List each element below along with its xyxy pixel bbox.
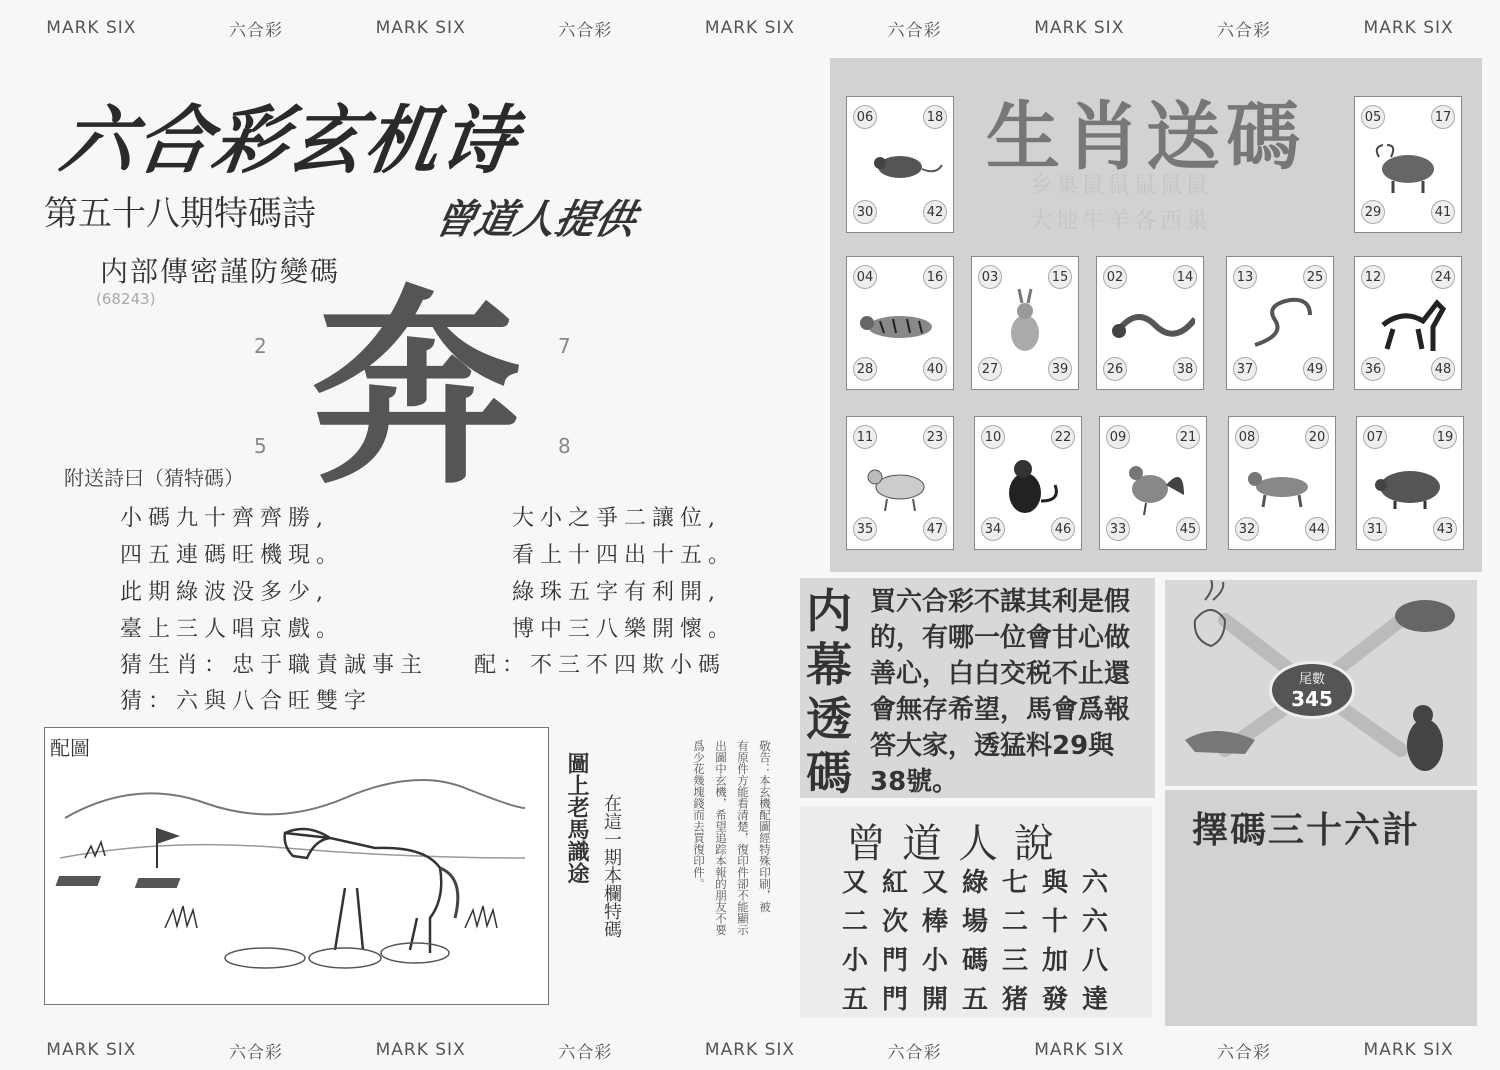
- phone-number: (68243): [96, 290, 156, 308]
- daoren-line: 小門小碼三加八: [842, 946, 1123, 976]
- zodiac-number: 24: [1431, 265, 1455, 289]
- neimu-title-char: 透: [806, 692, 852, 746]
- zodiac-number: 05: [1361, 105, 1385, 129]
- poem-line: 四五連碼旺機現。: [120, 543, 345, 568]
- daoren-line: 又紅又綠七與六: [842, 868, 1123, 898]
- pig-icon: [1365, 445, 1455, 521]
- zodiac-number: 23: [923, 425, 947, 449]
- zodiac-number: 18: [923, 105, 947, 129]
- poem-left: [120, 500, 344, 648]
- pei-line: 配：不三不四欺小碼: [474, 653, 727, 678]
- tail-label: 尾數: [1298, 672, 1325, 687]
- corner-number: 2: [254, 334, 267, 358]
- ze-title: 擇碼三十六計: [1192, 810, 1421, 851]
- picture-caption-b: 在這一期本欄特碼: [601, 794, 622, 938]
- corner-number: 8: [558, 434, 571, 458]
- zodiac-number: 46: [1051, 517, 1075, 541]
- daoren-lines: [842, 864, 1122, 1020]
- zodiac-number: 28: [853, 357, 877, 381]
- zodiac-number: 40: [923, 357, 947, 381]
- poem-line: 小碼九十齊齊勝,: [120, 506, 329, 531]
- corner-number: 7: [558, 334, 571, 358]
- banner-text: MARK SIX: [375, 18, 466, 38]
- rat-icon: [855, 127, 945, 203]
- zodiac-number: 43: [1433, 517, 1457, 541]
- banner-text: 六合彩: [1216, 1042, 1271, 1063]
- neimu-text: 買六合彩不謀其利是假的，有哪一位會甘心做善心，白白交税不止還會無存希望，馬會爲報答大家，透猛料29與38號。: [870, 587, 1131, 797]
- zodiac-number: 25: [1303, 265, 1327, 289]
- banner-text: MARK SIX: [46, 18, 137, 38]
- banner-text: 六合彩: [1216, 20, 1271, 41]
- zodiac-number: 47: [923, 517, 947, 541]
- guess-zodiac: 猜生肖：忠于職責誠事主: [120, 653, 429, 678]
- zodiac-number: 34: [981, 517, 1005, 541]
- horse-icon: [1363, 285, 1453, 361]
- zodiac-number: 07: [1363, 425, 1387, 449]
- zodiac-card-rat: [846, 96, 954, 233]
- ox-icon: [1363, 127, 1453, 203]
- monkey-icon: [983, 445, 1073, 521]
- picture-frame: [44, 727, 549, 1005]
- banner-text: 六合彩: [887, 1042, 942, 1063]
- zodiac-number: 31: [1363, 517, 1387, 541]
- dragon-icon: [1105, 285, 1195, 361]
- zodiac-number: 10: [981, 425, 1005, 449]
- zodiac-number: 26: [1103, 357, 1127, 381]
- zodiac-number: 29: [1361, 200, 1385, 224]
- picture-label: 配圖: [50, 736, 90, 760]
- zodiac-number: 14: [1173, 265, 1197, 289]
- guess-line: 猜：六與八合旺雙字: [120, 689, 373, 714]
- banner-text: MARK SIX: [704, 1040, 796, 1060]
- inside-code: 内部傳密謹防變碼: [100, 255, 341, 288]
- notice-line: 爲少花幾塊錢而去買復印件。: [692, 740, 706, 890]
- big-character: 奔: [312, 268, 523, 513]
- zodiac-title: 生肖送碼: [986, 94, 1306, 180]
- tail-value: 345: [1291, 687, 1333, 711]
- daoren-title: 曾道人說: [846, 821, 1070, 867]
- poem-right: [512, 500, 736, 648]
- zodiac-number: 41: [1431, 200, 1455, 224]
- zodiac-card-rabbit: [971, 256, 1079, 390]
- issue-title: 第五十八期特碼詩: [44, 194, 316, 234]
- banner-text: MARK SIX: [704, 18, 796, 38]
- zodiac-number: 02: [1103, 265, 1127, 289]
- poem-line: 此期綠波没多少,: [120, 580, 329, 605]
- zodiac-number: 21: [1176, 425, 1200, 449]
- zodiac-number: 12: [1361, 265, 1385, 289]
- zodiac-number: 22: [1051, 425, 1075, 449]
- zodiac-card-snake: [1226, 256, 1334, 390]
- provider: 曾道人提供: [430, 197, 641, 243]
- poem-line: 博中三八樂開懷。: [512, 617, 737, 642]
- rabbit-icon: [980, 285, 1070, 361]
- zodiac-number: 49: [1303, 357, 1327, 381]
- zodiac-number: 45: [1176, 517, 1200, 541]
- banner-text: 六合彩: [229, 1042, 284, 1063]
- zodiac-number: 04: [853, 265, 877, 289]
- zodiac-number: 09: [1106, 425, 1130, 449]
- poem-line: 臺上三人唱京戲。: [120, 617, 345, 642]
- ghost-line: 乡巢鼠鼠鼠鼠鼠: [1030, 173, 1213, 198]
- banner-text: MARK SIX: [1034, 1040, 1125, 1060]
- zodiac-number: 38: [1173, 357, 1197, 381]
- notice-line: 出圖中玄機，希望追踪本報的朋友不要: [714, 740, 728, 936]
- dog-icon: [1237, 445, 1327, 521]
- zodiac-card-dog: [1228, 416, 1336, 550]
- daoren-line: 五門開五猪發達: [842, 985, 1123, 1015]
- banner-text: 六合彩: [558, 1042, 613, 1063]
- zodiac-card-monkey: [974, 416, 1082, 550]
- zodiac-number: 06: [853, 105, 877, 129]
- zodiac-number: 37: [1233, 357, 1257, 381]
- ghost-line: 大地牛羊各西巢: [1030, 209, 1213, 234]
- banner-text: 六合彩: [229, 20, 284, 41]
- banner-text: MARK SIX: [375, 1040, 466, 1060]
- zodiac-card-rooster: [1099, 416, 1207, 550]
- neimu-title-char: 碼: [806, 746, 852, 800]
- top-banner: [0, 8, 1500, 48]
- corner-number: 5: [254, 434, 267, 458]
- zodiac-number: 19: [1433, 425, 1457, 449]
- zodiac-number: 42: [923, 200, 947, 224]
- rooster-icon: [1108, 445, 1198, 521]
- zodiac-number: 03: [978, 265, 1002, 289]
- zodiac-card-ox: [1354, 96, 1462, 233]
- poem-line: 綠珠五字有利開,: [512, 580, 721, 605]
- zodiac-number: 32: [1235, 517, 1259, 541]
- zodiac-number: 08: [1235, 425, 1259, 449]
- main-title: 六合彩玄机诗: [55, 98, 524, 184]
- zodiac-number: 35: [853, 517, 877, 541]
- zodiac-number: 13: [1233, 265, 1257, 289]
- zodiac-number: 33: [1106, 517, 1130, 541]
- daoren-line: 二次棒場二十六: [842, 907, 1123, 937]
- bottom-banner: [0, 1030, 1500, 1070]
- zodiac-number: 44: [1305, 517, 1329, 541]
- snake-icon: [1235, 285, 1325, 361]
- zodiac-card-tiger: [846, 256, 954, 390]
- fusong-label: 附送詩曰（猜特碼）: [64, 466, 244, 490]
- zodiac-card-dragon: [1096, 256, 1204, 390]
- picture-caption-a: 圖上老馬識途: [564, 752, 590, 884]
- zodiac-number: 30: [853, 200, 877, 224]
- zodiac-number: 11: [853, 425, 877, 449]
- zodiac-number: 17: [1431, 105, 1455, 129]
- zodiac-number: 36: [1361, 357, 1385, 381]
- zodiac-number: 48: [1431, 357, 1455, 381]
- notice-line: 有原件方能看清楚，復印件卻不能顯示: [736, 740, 750, 936]
- banner-text: MARK SIX: [1034, 18, 1125, 38]
- poem-line: 看上十四出十五。: [512, 543, 737, 568]
- notice-block: [676, 740, 772, 1000]
- neimu-title-char: 内: [806, 584, 852, 638]
- zodiac-number: 39: [1048, 357, 1072, 381]
- zodiac-card-goat: [846, 416, 954, 550]
- zodiac-card-pig: [1356, 416, 1464, 550]
- tiger-icon: [855, 285, 945, 361]
- banner-text: 六合彩: [887, 20, 942, 41]
- tail-badge: [1272, 664, 1352, 716]
- banner-text: MARK SIX: [1363, 18, 1454, 38]
- poem-line: 大小之爭二讓位,: [512, 506, 721, 531]
- zodiac-number: 16: [923, 265, 947, 289]
- horse-illustration: [45, 728, 545, 1002]
- zodiac-number: 20: [1305, 425, 1329, 449]
- zodiac-card-horse: [1354, 256, 1462, 390]
- banner-text: MARK SIX: [46, 1040, 137, 1060]
- banner-text: 六合彩: [558, 20, 613, 41]
- neimu-title-char: 幕: [806, 638, 852, 692]
- notice-line: 敬告：本玄機配圖經特殊印刷，被: [758, 740, 772, 913]
- goat-icon: [855, 445, 945, 521]
- neimu-title: [806, 584, 856, 800]
- zodiac-number: 27: [978, 357, 1002, 381]
- banner-text: MARK SIX: [1363, 1040, 1454, 1060]
- zodiac-number: 15: [1048, 265, 1072, 289]
